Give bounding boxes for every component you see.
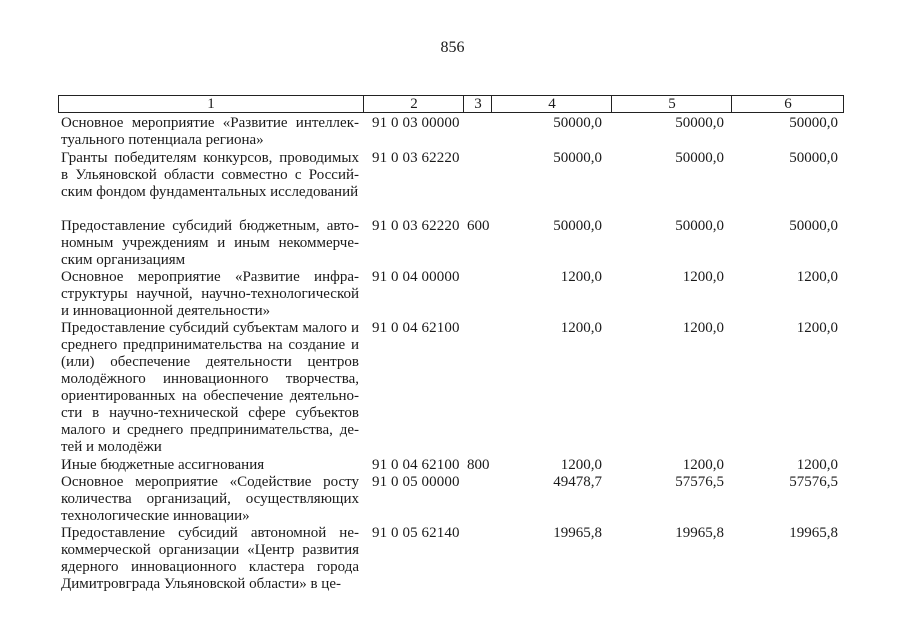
row-value-col6: 50000,0 [789,218,838,234]
row-code: 91 0 03 62220 [372,218,460,234]
row-value-col6: 1200,0 [796,457,838,473]
row-value-col4: 50000,0 [553,150,602,166]
row-code: 91 0 04 00000 [372,269,460,285]
header-col-4: 4 [491,96,612,112]
row-value-col6: 1200,0 [796,320,838,336]
row-code: 91 0 04 62100 [372,457,460,473]
row-value-col4: 50000,0 [553,115,602,131]
row-expense-type: 600 [467,218,490,234]
row-name: Основное мероприятие «Содействие росту количества организаций, осуществляющих технологические инновации» [61,474,359,524]
row-value-col4: 1200,0 [560,320,602,336]
table-row [61,150,851,218]
row-value-col5: 1200,0 [682,320,724,336]
row-name: Предоставление субсидий субъектам малого и среднего предпринимательства на создание и (или) обеспечение деятельности центров молодёжного инновационного творчества, ориентированных на обеспечение деятельности в научно-технической сфере субъектов малого и среднего предпринимательства, детей и молодёжи [61,320,359,455]
header-col-6: 6 [731,96,844,112]
row-value-col6: 50000,0 [789,150,838,166]
row-value-col6: 57576,5 [789,474,838,490]
row-value-col5: 50000,0 [675,115,724,131]
row-name: Иные бюджетные ассигнования [61,457,265,473]
row-value-col6: 19965,8 [789,525,838,541]
row-code: 91 0 03 62220 [372,150,460,166]
row-code: 91 0 05 62140 [372,525,460,541]
table-body [61,115,851,593]
row-value-col4: 19965,8 [553,525,602,541]
row-name: Основное мероприятие «Развитие инфраструктуры научной, научно-технологической и инновационной деятельности» [61,269,359,319]
row-name: Предоставление субсидий бюджетным, автономным учреждениям и иным некоммерческим организациям [61,218,359,268]
header-col-2: 2 [363,96,464,112]
row-value-col4: 50000,0 [553,218,602,234]
header-col-3: 3 [463,96,492,112]
page-number: 856 [440,39,465,56]
row-value-col5: 57576,5 [675,474,724,490]
row-code: 91 0 03 00000 [372,115,460,131]
row-value-col4: 1200,0 [560,269,602,285]
table-header [58,95,844,113]
table-row [61,474,851,525]
header-col-1: 1 [207,96,215,112]
table-row [61,320,851,457]
row-value-col4: 1200,0 [560,457,602,473]
table-row [61,269,851,320]
row-value-col5: 1200,0 [682,269,724,285]
row-value-col6: 50000,0 [789,115,838,131]
table-row [61,218,851,269]
table-row [61,525,851,593]
row-value-col6: 1200,0 [796,269,838,285]
row-value-col5: 50000,0 [675,150,724,166]
table-row [61,115,851,150]
row-expense-type: 800 [467,457,490,473]
row-value-col5: 50000,0 [675,218,724,234]
row-code: 91 0 04 62100 [372,320,460,336]
row-name: Гранты победителям конкурсов, проводимых в Ульяновской области совместно с Российским фондом фундаментальных исследований [61,150,359,200]
row-code: 91 0 05 00000 [372,474,460,490]
row-value-col4: 49478,7 [553,474,602,490]
row-value-col5: 19965,8 [675,525,724,541]
header-col-5: 5 [611,96,732,112]
row-value-col5: 1200,0 [682,457,724,473]
table-row [61,457,851,474]
row-name: Предоставление субсидий автономной некоммерческой организации «Центр развития ядерного инновационного кластера города Димитровграда Ульяновской области» в це- [61,525,359,592]
row-name: Основное мероприятие «Развитие интеллектуального потенциала региона» [61,115,359,148]
